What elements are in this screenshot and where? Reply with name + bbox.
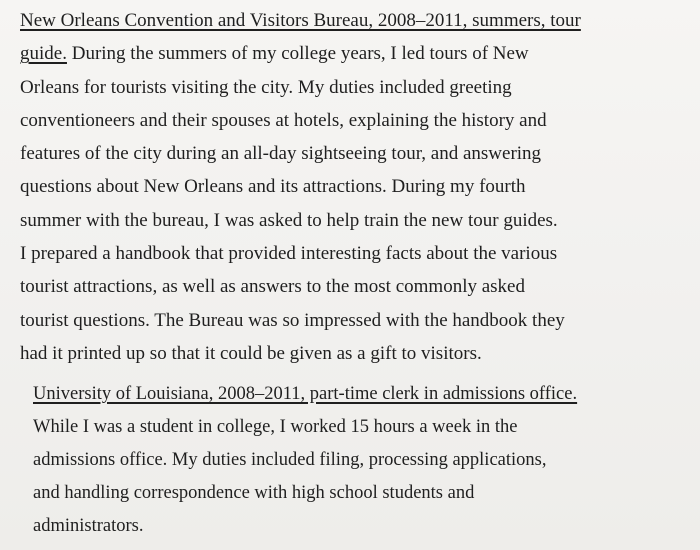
entry-text-line (20, 37, 680, 70)
entry-heading: New Orleans Convention and Visitors Bureau, 2008–2011, summers, tour (20, 10, 581, 31)
entry-description-start: During the summers of my college years, I led tours of New (66, 43, 529, 65)
entry-text-line: tourist questions. The Bureau was so impressed with the handbook they (20, 309, 565, 331)
entry-text-line: tourist attractions, as well as answers to the most commonly asked (20, 276, 525, 298)
entry-text-line: Orleans for tourists visiting the city. My duties included greeting (20, 76, 512, 98)
entry-heading-line (33, 378, 673, 411)
experience-entry-tour-guide (20, 4, 680, 370)
entry-text-line: summer with the bureau, I was asked to help train the new tour guides. (20, 209, 558, 231)
entry-text-line: had it printed up so that it could be given as a gift to visitors. (20, 342, 482, 364)
entry-text-line: admissions office. My duties included filing, processing applications, (33, 450, 547, 470)
entry-heading-line (20, 4, 680, 37)
entry-text-line: While I was a student in college, I worked 15 hours a week in the (33, 417, 518, 437)
entry-text-line: features of the city during an all-day sightseeing tour, and answering (20, 143, 542, 165)
entry-heading-continued: guide. (20, 43, 67, 65)
entry-text-line: conventioneers and their spouses at hotels, explaining the history and (20, 109, 547, 131)
entry-text-line: administrators. (33, 516, 144, 536)
experience-entry-admissions-clerk (33, 378, 673, 543)
entry-text-line: questions about New Orleans and its attractions. During my fourth (20, 176, 526, 198)
entry-text-line: and handling correspondence with high school students and (33, 483, 475, 503)
entry-text-line: I prepared a handbook that provided interesting facts about the various (20, 243, 558, 265)
entry-heading: University of Louisiana, 2008–2011, part-time clerk in admissions office. (33, 384, 578, 404)
